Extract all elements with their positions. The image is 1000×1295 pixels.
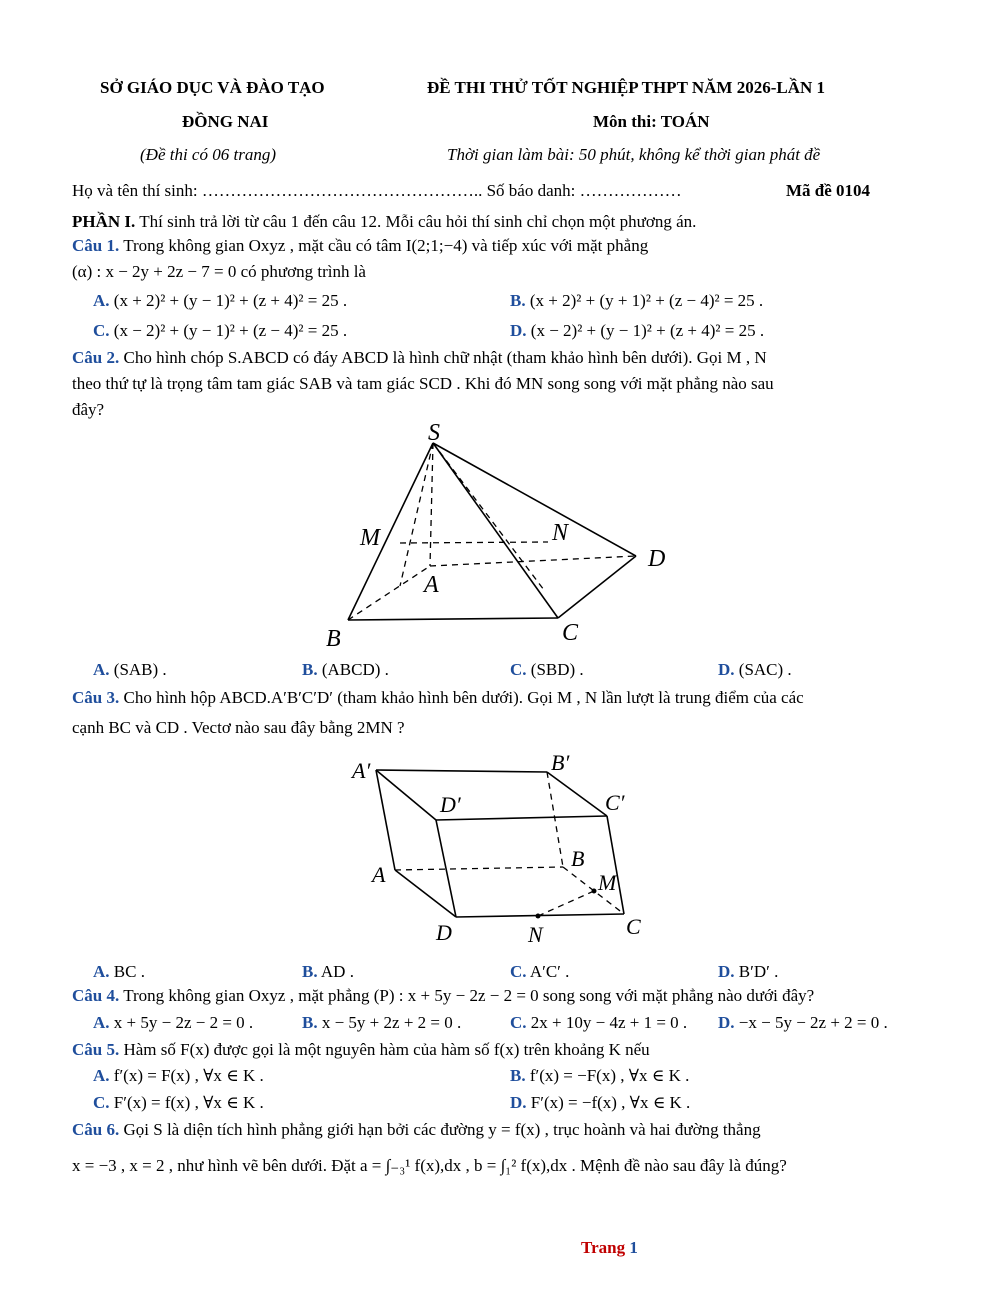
q1-label: Câu 1.	[72, 236, 120, 255]
q5-option-d[interactable]: D. F′(x) = −f(x) , ∀x ∈ K .	[510, 1093, 691, 1112]
q1-option-a[interactable]: A. (x + 2)² + (y − 1)² + (z + 4)² = 25 .	[93, 291, 348, 310]
q2-option-b[interactable]: B. (ABCD) .	[302, 660, 389, 679]
q3-label: Câu 3.	[72, 688, 120, 707]
q4-stem-line1	[72, 986, 814, 1006]
q1-option-b[interactable]: B. (x + 2)² + (y + 1)² + (z − 4)² = 25 .	[510, 291, 764, 310]
page-word: Trang	[581, 1238, 626, 1257]
q3-label-a: A	[372, 862, 386, 887]
q2-label-m: M	[360, 525, 380, 551]
q5-option-c[interactable]: C. F′(x) = f(x) , ∀x ∈ K .	[93, 1093, 264, 1112]
q4-option-c[interactable]: C. 2x + 10y − 4z + 1 = 0 .	[510, 1013, 688, 1032]
q2-option-d[interactable]: D. (SAC) .	[718, 660, 792, 679]
q6-stem-line1	[72, 1120, 761, 1140]
candidate-line: Họ và tên thí sinh: ………………………………………….. Số báo danh: ………………	[72, 181, 682, 200]
q3-text1: Cho hình hộp ABCD.A′B′C′D′ (tham khảo hình bên dưới). Gọi M , N lần lượt là trung điểm của các	[123, 688, 804, 707]
page-count-note: (Đề thi có 06 trang)	[140, 145, 276, 164]
q3-label-m: M	[598, 870, 617, 895]
subject-title: Môn thi: TOÁN	[593, 112, 710, 131]
q4-option-a[interactable]: A. x + 5y − 2z − 2 = 0 .	[93, 1013, 254, 1032]
q3-label-d1: D′	[440, 792, 461, 817]
q2-label-d: D	[648, 546, 666, 572]
q5-label: Câu 5.	[72, 1040, 120, 1059]
q3-option-a[interactable]: A. BC .	[93, 962, 145, 981]
page-number: 1	[629, 1238, 638, 1257]
q6-text1: Gọi S là diện tích hình phẳng giới hạn bởi các đường y = f(x) , trục hoành và hai đường thẳng	[123, 1120, 761, 1139]
q4-option-b[interactable]: B. x − 5y + 2z + 2 = 0 .	[302, 1013, 462, 1032]
q3-option-c[interactable]: C. A′C′ .	[510, 962, 570, 981]
q4-label: Câu 4.	[72, 986, 120, 1005]
exam-title: ĐỀ THI THỬ TỐT NGHIỆP THPT NĂM 2026-LẦN 1	[427, 78, 826, 97]
department-name: SỞ GIÁO DỤC VÀ ĐÀO TẠO	[100, 78, 325, 97]
q3-label-d: D	[436, 920, 452, 945]
q2-label-n: N	[552, 520, 569, 546]
q4-text1: Trong không gian Oxyz , mặt phẳng (P) : x + 5y − 2z − 2 = 0 song song với mặt phẳng nào dưới đây?	[123, 986, 815, 1005]
part-text: Thí sinh trả lời từ câu 1 đến câu 12. Mỗi câu hỏi thí sinh chỉ chọn một phương án.	[139, 212, 697, 231]
q5-stem-line1	[72, 1040, 650, 1060]
q2-text1: Cho hình chóp S.ABCD có đáy ABCD là hình chữ nhật (tham khảo hình bên dưới). Gọi M , N	[123, 348, 767, 367]
page-footer	[581, 1238, 638, 1258]
q2-label-b: B	[326, 626, 341, 652]
q3-label-c: C	[626, 914, 641, 939]
q2-option-a[interactable]: A. (SAB) .	[93, 660, 167, 679]
province-name: ĐỒNG NAI	[182, 112, 269, 131]
q3-option-d[interactable]: D. B′D′ .	[718, 962, 779, 981]
q2-label-a: A	[424, 572, 439, 598]
q2-label: Câu 2.	[72, 348, 120, 367]
q6-stem-line2: x = −3 , x = 2 , như hình vẽ bên dưới. Đặt a = ∫₋₃¹ f(x),dx , b = ∫₁² f(x),dx . Mệnh đề nào sau đây là đúng?	[72, 1156, 787, 1175]
q1-text1: Trong không gian Oxyz , mặt cầu có tâm I(2;1;−4) và tiếp xúc với mặt phẳng	[123, 236, 649, 255]
q3-label-n: N	[528, 922, 543, 947]
q2-label-c: C	[562, 620, 579, 646]
q2-label-s: S	[428, 420, 440, 446]
q3-stem-line1	[72, 688, 804, 708]
q3-option-b[interactable]: B. AD .	[302, 962, 354, 981]
q2-option-c[interactable]: C. (SBD) .	[510, 660, 584, 679]
q1-option-d[interactable]: D. (x − 2)² + (y − 1)² + (z + 4)² = 25 .	[510, 321, 765, 340]
q1-option-c[interactable]: C. (x − 2)² + (y − 1)² + (z − 4)² = 25 .	[93, 321, 348, 340]
q5-option-a[interactable]: A. f′(x) = F(x) , ∀x ∈ K .	[93, 1066, 264, 1085]
q3-stem-line2: cạnh BC và CD . Vectơ nào sau đây bằng 2MN ?	[72, 718, 405, 737]
q2-stem-line3: đây?	[72, 400, 105, 419]
q1-stem-line2: (α) : x − 2y + 2z − 7 = 0 có phương trình là	[72, 262, 366, 281]
q5-text1: Hàm số F(x) được gọi là một nguyên hàm của hàm số f(x) trên khoảng K nếu	[123, 1040, 650, 1059]
q3-label-a1: A′	[352, 758, 371, 783]
q6-label: Câu 6.	[72, 1120, 120, 1139]
time-note: Thời gian làm bài: 50 phút, không kể thời gian phát đề	[447, 145, 821, 164]
q3-label-c1: C′	[605, 790, 625, 815]
q3-label-b: B	[571, 846, 585, 871]
part-label: PHẦN I.	[72, 212, 136, 231]
q3-label-b1: B′	[551, 750, 570, 775]
exam-code: Mã đề 0104	[786, 181, 871, 200]
q5-option-b[interactable]: B. f′(x) = −F(x) , ∀x ∈ K .	[510, 1066, 690, 1085]
q2-stem-line2: theo thứ tự là trọng tâm tam giác SAB và tam giác SCD . Khi đó MN song song với mặt phẳng nào sau	[72, 374, 774, 393]
q4-option-d[interactable]: D. −x − 5y − 2z + 2 = 0 .	[718, 1013, 888, 1032]
